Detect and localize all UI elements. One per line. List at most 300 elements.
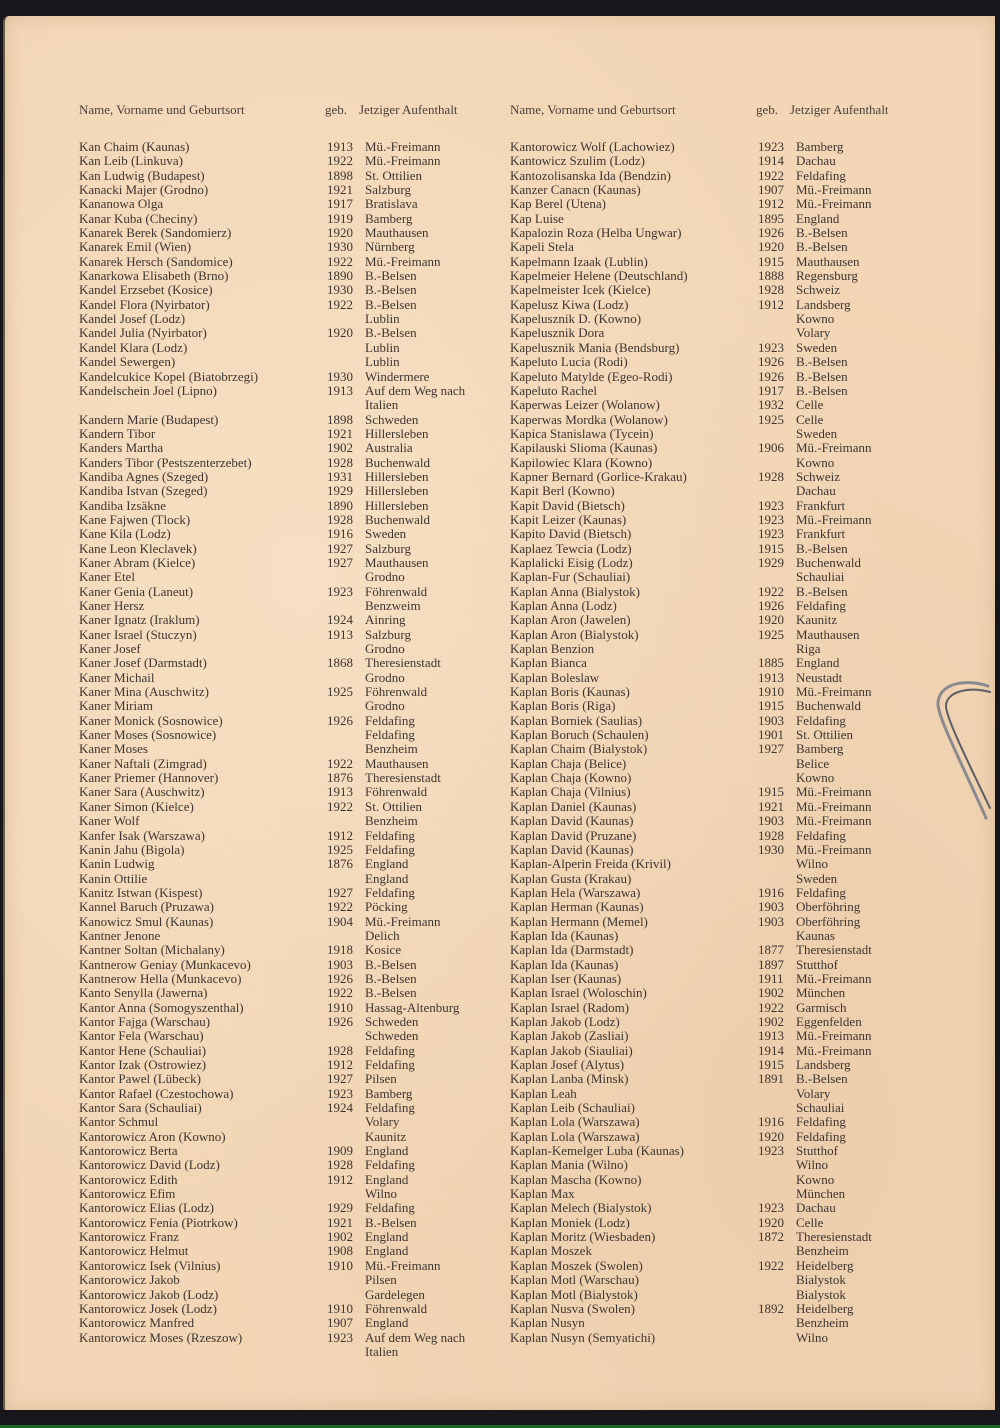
entry-name: Kapelmeister Icek (Kielce): [510, 282, 651, 298]
entry-year: 1910: [327, 1300, 353, 1316]
entry-year: 1926: [327, 712, 353, 728]
entry-year: 1922: [758, 1257, 784, 1273]
list-item: [79, 958, 499, 972]
entry-place: Theresienstadt: [796, 942, 872, 958]
entry-name: Kaner Ignatz (Iraklum): [79, 612, 200, 628]
entry-place: Kosice: [365, 942, 402, 958]
entry-place: Benzheim: [796, 1315, 849, 1331]
entry-name: Kaner Simon (Kielce): [79, 798, 194, 814]
entry-place: Mü.-Freimann: [796, 1042, 872, 1058]
list-item: [510, 1201, 930, 1215]
entry-year: 1912: [327, 1057, 353, 1072]
list-item: [510, 513, 930, 527]
entry-place: Feldafing: [365, 841, 415, 857]
entry-place: Delich: [365, 927, 400, 943]
list-item: [79, 929, 499, 943]
entry-year: 1912: [758, 196, 784, 212]
entry-name: Kane Kila (Lodz): [79, 526, 171, 542]
entry-year: 1915: [758, 1057, 784, 1072]
entry-year: [327, 1115, 365, 1129]
entry-name: Kaplan Benzion: [510, 641, 595, 657]
entry-year: 1930: [327, 282, 353, 298]
entry-name: Kaner Genia (Laneut): [79, 583, 194, 599]
list-item: [79, 542, 499, 556]
entry-year: 1926: [758, 598, 784, 613]
list-item: [510, 1087, 930, 1101]
entry-place: Bialystok: [796, 1272, 846, 1288]
entry-place: B.-Belsen: [365, 296, 417, 312]
entry-place: Mü.-Freimann: [365, 253, 441, 269]
list-item: [510, 785, 930, 799]
list-item: [79, 499, 499, 513]
entry-name: Kaplan Hermann (Memel): [510, 913, 648, 929]
entry-year: 1902: [758, 1013, 784, 1029]
entry-place: Eggenfelden: [796, 1013, 862, 1029]
entry-name: Kantorowicz Jakob (Lodz): [79, 1286, 219, 1302]
entry-place: B.-Belsen: [796, 540, 848, 556]
entry-place: B.-Belsen: [365, 970, 417, 986]
entry-place: Celle: [796, 1214, 824, 1230]
entry-year: 1928: [327, 511, 353, 527]
entry-year: 1913: [327, 784, 353, 800]
list-item: [510, 1072, 930, 1086]
list-item: [510, 1288, 930, 1302]
list-item: [79, 183, 499, 197]
entry-name: Kanders Martha: [79, 440, 164, 456]
entry-place: B.-Belsen: [365, 956, 417, 972]
entry-place: Bamberg: [365, 1085, 413, 1101]
entry-year: 1922: [327, 296, 353, 312]
list-item: [79, 1187, 499, 1201]
entry-place: München: [796, 1186, 846, 1202]
header-geb: geb.: [325, 102, 348, 117]
list-item: [510, 1130, 930, 1144]
column-header: [510, 102, 930, 122]
entry-year: [758, 771, 796, 785]
entry-year: 1908: [327, 1243, 353, 1259]
entry-year: 1901: [758, 727, 784, 743]
entry-name: Kaplan Motl (Warschau): [510, 1272, 639, 1288]
entry-name: Kaner Priemer (Hannover): [79, 770, 219, 786]
entry-place: Feldafing: [365, 884, 415, 900]
entry-place: Salzburg: [365, 626, 411, 642]
entry-place: Feldafing: [796, 712, 846, 728]
entry-name: Kaplan Jakob (Lodz): [510, 1013, 620, 1029]
entry-year: 1922: [327, 899, 353, 915]
entry-year: 1926: [327, 1013, 353, 1029]
entry-year: [327, 341, 365, 355]
entry-place: Mü.-Freimann: [796, 813, 872, 829]
entry-year: 1925: [758, 411, 784, 427]
entry-place: Theresienstadt: [365, 770, 441, 786]
entry-year: 1907: [758, 182, 784, 198]
entry-name: Kaplan Leah: [510, 1085, 577, 1101]
entry-place: Sweden: [796, 339, 838, 355]
entry-place: Belice: [796, 755, 830, 771]
list-item: [510, 341, 930, 355]
list-item: [510, 370, 930, 384]
entry-place: Celle: [796, 397, 824, 413]
entry-name: Kandel Erzsebet (Kosice): [79, 282, 213, 298]
header-place: Jetziger Aufenthalt: [790, 102, 889, 117]
list-item: [510, 829, 930, 843]
list-item: [79, 370, 499, 384]
entry-name: Kanzer Canacn (Kaunas): [510, 182, 641, 198]
entry-place: Feldafing: [365, 1100, 415, 1116]
entry-year: 1919: [327, 210, 353, 226]
list-item: [510, 1316, 930, 1330]
entry-year: 1928: [327, 454, 353, 470]
entry-name: Kan Chaim (Kaunas): [79, 139, 190, 154]
entry-year: 1923: [327, 583, 353, 599]
entry-year: 1929: [758, 554, 784, 570]
entry-name: Kananowa Olga: [79, 196, 164, 212]
list-item: [510, 441, 930, 455]
entry-name: Kandel Flora (Nyirbator): [79, 296, 210, 312]
entry-place: Schweden: [365, 1013, 419, 1029]
entry-place: Dachau: [796, 153, 836, 169]
list-item: [510, 269, 930, 283]
entry-year: 1930: [327, 239, 353, 255]
entry-place: Feldafing: [365, 1157, 415, 1173]
list-item: [510, 197, 930, 211]
entry-name: Kantnerow Hella (Munkacevo): [79, 970, 242, 986]
list-item: [79, 1316, 499, 1330]
entry-name: Kandelschein Joel (Lipno): [79, 382, 217, 398]
list-item: [79, 527, 499, 541]
entry-place: Wilno: [796, 856, 828, 872]
list-item: [510, 470, 930, 484]
entry-year: 1876: [327, 770, 353, 786]
entry-name: Kaplan David (Pruzane): [510, 827, 637, 843]
entry-place: Feldafing: [796, 827, 846, 843]
entry-place: Hillersleben: [365, 468, 429, 484]
entry-name: Kaplan Daniel (Kaunas): [510, 798, 637, 814]
list-item: [510, 929, 930, 943]
entry-year: [758, 857, 796, 871]
entry-year: 1917: [758, 382, 784, 398]
entry-year: [758, 1331, 796, 1345]
entry-place: Wilno: [796, 1329, 828, 1345]
entry-year: 1932: [758, 397, 784, 413]
list-item: [510, 1216, 930, 1230]
list-item: [510, 169, 930, 183]
list-item: [79, 628, 499, 642]
list-item: [79, 714, 499, 728]
list-item: [79, 441, 499, 455]
entry-name: Kaner Moses (Sosnowice): [79, 727, 217, 743]
list-item: [510, 857, 930, 871]
entry-name: Kaplan Moniek (Lodz): [510, 1214, 630, 1230]
entry-name: Kandelcukice Kopel (Biatobrzegi): [79, 368, 259, 384]
entry-year: 1923: [327, 1329, 353, 1345]
entry-year: 1892: [758, 1300, 784, 1316]
entry-name: Kaplan Melech (Bialystok): [510, 1200, 652, 1216]
list-item: [510, 599, 930, 613]
list-item: [79, 843, 499, 857]
entry-year: 1927: [327, 1071, 353, 1087]
entry-name: Kandel Klara (Lodz): [79, 339, 188, 355]
entry-name: Kandern Marie (Budapest): [79, 411, 219, 427]
entry-place: Stutthof: [796, 956, 838, 972]
entry-year: 1920: [327, 225, 353, 241]
entry-year: [327, 814, 365, 828]
entry-name: Kapelmeier Helene (Deutschland): [510, 268, 688, 284]
list-item: [79, 585, 499, 599]
left-entries: [79, 140, 499, 1359]
entry-name: Kaplan Moszek (Swolen): [510, 1257, 643, 1273]
entry-place: Föhrenwald: [365, 684, 428, 700]
entry-name: Kantor Fajga (Warschau): [79, 1013, 211, 1029]
entry-place: Dachau: [796, 483, 836, 499]
entry-place: Riga: [796, 641, 821, 657]
entry-year: 1913: [327, 626, 353, 642]
entry-year: 1872: [758, 1229, 784, 1245]
entry-place: Mauthausen: [365, 225, 429, 241]
entry-year: 1922: [327, 253, 353, 269]
entry-place: St. Ottilien: [365, 167, 423, 183]
entry-place: Feldafing: [365, 712, 415, 728]
list-item: [510, 771, 930, 785]
list-item: [79, 1216, 499, 1230]
entry-year: [758, 1158, 796, 1172]
entry-name: Kap Luise: [510, 210, 564, 226]
entry-place: Mü.-Freimann: [796, 784, 872, 800]
entry-year: 1910: [327, 999, 353, 1015]
entry-year: 1910: [327, 1257, 353, 1273]
entry-name: Kaplan Nusyn (Semyatichi): [510, 1329, 656, 1345]
list-item: [510, 255, 930, 269]
entry-name: Kanders Tibor (Pestszenterzebet): [79, 454, 252, 470]
entry-place: Volary: [365, 1114, 400, 1130]
entry-year: 1898: [327, 167, 353, 183]
list-item: [79, 642, 499, 656]
entry-name: Kapeluto Lucia (Rodi): [510, 354, 628, 370]
list-item: [510, 800, 930, 814]
right-column: [510, 102, 930, 1345]
entry-place: Pilsen: [365, 1071, 397, 1087]
entry-place: Kowno: [796, 1171, 835, 1187]
entry-year: 1906: [758, 440, 784, 456]
list-item: [510, 140, 930, 154]
entry-place: Mü.-Freimann: [796, 684, 872, 700]
list-item: [510, 456, 930, 470]
entry-name: Kaplan Boris (Kaunas): [510, 684, 630, 700]
entry-year: 1912: [758, 296, 784, 312]
entry-year: 1917: [327, 196, 353, 212]
paperclip-icon: [934, 678, 994, 828]
list-item: [510, 714, 930, 728]
list-item: [510, 915, 930, 929]
entry-year: [758, 312, 796, 326]
entry-name: Kantnerow Geniay (Munkacevo): [79, 956, 251, 972]
entry-place: Lublin: [365, 339, 400, 355]
entry-place: Salzburg: [365, 182, 411, 198]
entry-name: Kaplan Borniek (Saulias): [510, 712, 643, 728]
entry-place: Hillersleben: [365, 483, 429, 499]
entry-year: 1915: [758, 784, 784, 800]
entry-year: 1928: [327, 1042, 353, 1058]
list-item: [510, 1331, 930, 1345]
list-item: [510, 312, 930, 326]
list-item: [79, 398, 499, 412]
entry-name: Kaplan Chaim (Bialystok): [510, 741, 648, 757]
entry-name: Kanarek Hersch (Sandomice): [79, 253, 233, 269]
list-item: [79, 943, 499, 957]
entry-name: Kaperwas Mordka (Wolanow): [510, 411, 668, 427]
entry-place: Benzheim: [796, 1243, 849, 1259]
entry-place: Mü.-Freimann: [796, 440, 872, 456]
list-item: [79, 1331, 499, 1345]
entry-place: Volary: [796, 325, 831, 341]
list-item: [510, 212, 930, 226]
list-item: [79, 829, 499, 843]
entry-place: Australia: [365, 440, 413, 456]
list-item: [79, 1101, 499, 1115]
entry-year: 1916: [327, 526, 353, 542]
entry-name: Kaplalicki Eisig (Lodz): [510, 554, 633, 570]
entry-name: Kanin Jahu (Bigola): [79, 841, 185, 857]
list-item: [79, 785, 499, 799]
entry-name: Kaner Naftali (Zimgrad): [79, 755, 207, 771]
entry-place: Auf dem Weg nach: [365, 382, 466, 398]
entry-name: Kaplan Boris (Riga): [510, 698, 616, 714]
entry-year: [327, 1273, 365, 1287]
entry-place: Mü.-Freimann: [365, 1257, 441, 1273]
entry-year: 1920: [758, 1214, 784, 1230]
entry-name: Kaplan Josef (Alytus): [510, 1057, 625, 1072]
entry-name: Kaplan-Fur (Schauliai): [510, 569, 631, 585]
entry-year: 1907: [327, 1315, 353, 1331]
entry-place: Feldafing: [796, 1114, 846, 1130]
list-item: [79, 456, 499, 470]
entry-year: 1927: [758, 741, 784, 757]
entry-place: Mü.-Freimann: [796, 1028, 872, 1044]
entry-name: Kandel Julia (Nyirbator): [79, 325, 207, 341]
entry-place: B.-Belsen: [796, 583, 848, 599]
list-item: [79, 355, 499, 369]
list-item: [79, 1044, 499, 1058]
entry-name: Kaplan Iser (Kaunas): [510, 970, 622, 986]
list-item: [510, 1302, 930, 1316]
entry-place: Regensburg: [796, 268, 858, 284]
entry-year: [327, 671, 365, 685]
entry-place: Hassag-Altenburg: [365, 999, 460, 1015]
entry-year: 1916: [758, 884, 784, 900]
entry-name: Kanto Senylla (Jawerna): [79, 985, 208, 1001]
list-item: [79, 384, 499, 398]
entry-name: Kaplan Ida (Darmstadt): [510, 942, 634, 958]
entry-name: Kantor Izak (Ostrowiez): [79, 1057, 207, 1072]
list-item: [510, 283, 930, 297]
entry-name: Kaplan Hela (Warszawa): [510, 884, 641, 900]
entry-place: St. Ottilien: [796, 727, 854, 743]
entry-year: 1923: [758, 1143, 784, 1159]
right-entries: [510, 140, 930, 1345]
list-item: [510, 499, 930, 513]
entry-place: Schweiz: [796, 468, 841, 484]
entry-year: [327, 398, 365, 412]
entry-year: 1921: [758, 798, 784, 814]
entry-year: [758, 326, 796, 340]
entry-year: 1903: [327, 956, 353, 972]
entry-place: Bratislava: [365, 196, 418, 212]
entry-place: Buchenwald: [365, 511, 430, 527]
entry-year: 1922: [327, 153, 353, 169]
entry-place: Grodno: [365, 669, 405, 685]
entry-name: Kaplan Lanba (Minsk): [510, 1071, 629, 1087]
entry-place: Mü.-Freimann: [365, 139, 441, 154]
entry-place: Feldafing: [365, 1057, 415, 1072]
entry-year: 1918: [327, 942, 353, 958]
entry-year: 1923: [758, 526, 784, 542]
entry-year: [327, 1130, 365, 1144]
entry-name: Kaplan Lola (Warszawa): [510, 1114, 640, 1130]
entry-year: 1902: [758, 985, 784, 1001]
list-item: [510, 613, 930, 627]
entry-place: Garmisch: [796, 999, 847, 1015]
entry-year: [758, 1087, 796, 1101]
entry-year: 1915: [758, 253, 784, 269]
entry-name: Kantorowicz Helmut: [79, 1243, 189, 1259]
entry-place: Föhrenwald: [365, 583, 428, 599]
entry-name: Kantorowicz Fenia (Piotrkow): [79, 1214, 238, 1230]
entry-name: Kaner Abram (Kielce): [79, 554, 196, 570]
entry-year: [327, 355, 365, 369]
entry-year: 1923: [758, 339, 784, 355]
entry-year: 1927: [327, 554, 353, 570]
entry-year: 1912: [327, 827, 353, 843]
list-item: [79, 341, 499, 355]
entry-name: Kaplan Nusyn: [510, 1315, 585, 1331]
entry-year: 1914: [758, 153, 784, 169]
entry-year: 1923: [327, 1085, 353, 1101]
entry-name: Kapeluto Matylde (Egeo-Rodi): [510, 368, 673, 384]
entry-place: Mü.-Freimann: [365, 913, 441, 929]
entry-name: Kanarek Berek (Sandomierz): [79, 225, 232, 241]
entry-name: Kaplan Israel (Woloschin): [510, 985, 647, 1001]
entry-name: Kandiba Izsäkne: [79, 497, 166, 513]
entry-name: Kaner Israel (Stuczyn): [79, 626, 197, 642]
entry-year: 1916: [758, 1114, 784, 1130]
entry-place: Kowno: [796, 770, 835, 786]
entry-name: Kantor Schmul: [79, 1114, 159, 1130]
list-item: [510, 1144, 930, 1158]
entry-year: [327, 872, 365, 886]
entry-name: Kantorowicz Moses (Rzeszow): [79, 1329, 243, 1345]
list-item: [79, 1244, 499, 1258]
list-item: [79, 556, 499, 570]
entry-place: Lublin: [365, 354, 400, 370]
entry-year: 1926: [327, 970, 353, 986]
entry-year: [327, 1288, 365, 1302]
entry-place: Kowno: [796, 311, 835, 327]
entry-place: Mü.-Freimann: [796, 511, 872, 527]
entry-place: Windermere: [365, 368, 430, 384]
entry-place: England: [796, 210, 840, 226]
entry-year: [327, 1029, 365, 1043]
entry-place: Bamberg: [796, 139, 844, 154]
entry-place: Celle: [796, 411, 824, 427]
entry-year: 1913: [327, 139, 353, 154]
entry-year: 1922: [758, 999, 784, 1015]
entry-place: Mü.-Freimann: [796, 182, 872, 198]
entry-name: Kaplan David (Kaunas): [510, 841, 634, 857]
list-item: [79, 427, 499, 441]
entry-name: Kantorowicz David (Lodz): [79, 1157, 220, 1173]
entry-place: Pilsen: [365, 1272, 397, 1288]
entry-place: Föhrenwald: [365, 1300, 428, 1316]
